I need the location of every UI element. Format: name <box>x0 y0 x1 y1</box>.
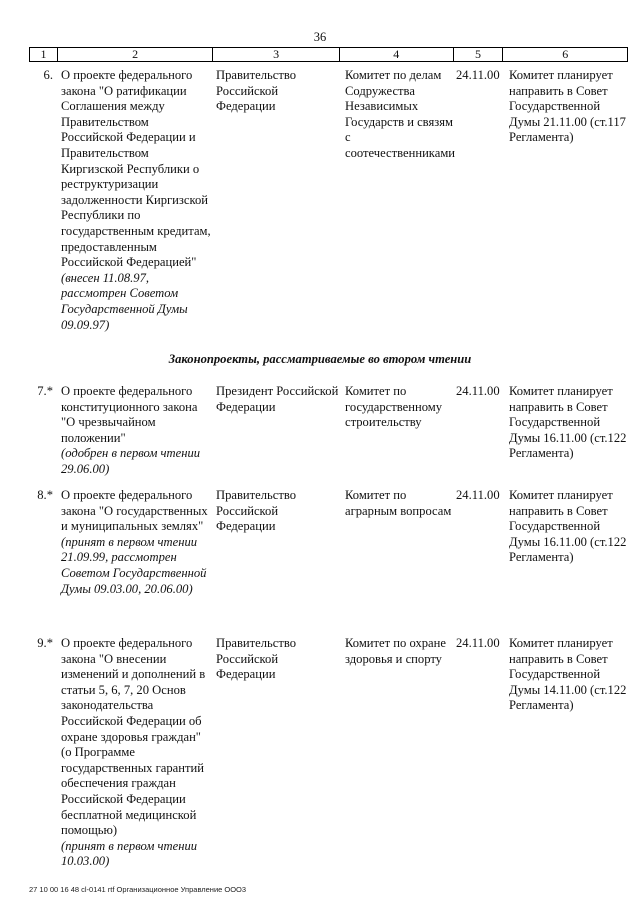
committee: Комитет по аграрным вопросам <box>345 488 452 518</box>
column-header-4: 4 <box>340 48 454 61</box>
bill-title-cell <box>61 384 213 478</box>
row-number: 7.* <box>37 384 53 398</box>
committee: Комитет по государственному строительству <box>345 384 443 430</box>
row-number: 9.* <box>37 636 53 650</box>
initiator: Президент Российской Федерации <box>216 384 339 414</box>
column-header-6: 6 <box>562 47 569 61</box>
column-header-2: 2 <box>58 48 213 61</box>
column-header-1: 1 <box>30 48 58 61</box>
committee: Комитет по делам Содружества Независимых Государств и связям с соотечественниками <box>345 68 456 160</box>
bill-title-cell <box>61 68 213 333</box>
bill-status-note: (принят в первом чтении 10.03.00) <box>61 838 198 869</box>
row-number: 8.* <box>37 488 53 502</box>
initiator: Правительство Российской Федерации <box>216 488 297 534</box>
committee-plan: Комитет планирует направить в Совет Государственной Думы 16.11.00 (ст.122 Регламента) <box>509 488 627 565</box>
bill-status-note: (внесен 11.08.97, рассмотрен Советом Государственной Думы 09.09.97) <box>61 270 188 332</box>
bill-title-cell <box>61 488 213 597</box>
bill-title-cell <box>61 636 213 870</box>
committee-plan: Комитет планирует направить в Совет Государственной Думы 14.11.00 (ст.122 Регламента) <box>509 636 627 713</box>
column-header-3: 3 <box>213 48 340 61</box>
bill-title: О проекте федерального закона "О ратификации Соглашения между Правительством Российской Федерации и Правительством Киргизской Республики о реструктуризации задолженности Киргизской Республики по государственным кредитам, предоставленным Российской Федерацией" <box>61 68 211 270</box>
committee-plan: Комитет планирует направить в Совет Государственной Думы 16.11.00 (ст.122 Регламента) <box>509 384 627 461</box>
table-header <box>29 47 628 62</box>
date: 24.11.00 <box>456 68 500 82</box>
initiator: Правительство Российской Федерации <box>216 636 297 682</box>
bill-status-note: (принят в первом чтении 21.09.99, рассмотрен Советом Государственной Думы 09.03.00, 20.06.00) <box>61 534 207 596</box>
bill-title: О проекте федерального конституционного закона "О чрезвычайном положении" <box>61 384 198 445</box>
committee-plan: Комитет планирует направить в Совет Государственной Думы 21.11.00 (ст.117 Регламента) <box>509 68 626 145</box>
initiator: Правительство Российской Федерации <box>216 68 297 114</box>
page-number: 36 <box>313 30 327 44</box>
bill-title: О проекте федерального закона "О государственных и муниципальных землях" <box>61 488 208 534</box>
date: 24.11.00 <box>456 384 500 398</box>
date: 24.11.00 <box>456 488 500 502</box>
row-number: 6. <box>43 68 53 82</box>
footer-file-info: 27 10 00 16 48 cl-0141 rtf Организационное Управление ООО3 <box>29 885 247 894</box>
date: 24.11.00 <box>456 636 500 650</box>
bill-status-note: (одобрен в первом чтении 29.06.00) <box>61 446 201 476</box>
column-header-5: 5 <box>454 48 504 61</box>
section-heading: Законопроекты, рассматриваемые во втором чтении <box>168 352 472 366</box>
committee: Комитет по охране здоровья и спорту <box>345 636 446 666</box>
bill-title: О проекте федерального закона "О внесении изменений и дополнений в статьи 5, 6, 7, 20 Основ законодательства Российской Федерации об охране здоровья граждан" (о Программе государственных гарантий обеспечения граждан Российской Федерации бесплатной медицинской помощью) <box>61 636 206 838</box>
